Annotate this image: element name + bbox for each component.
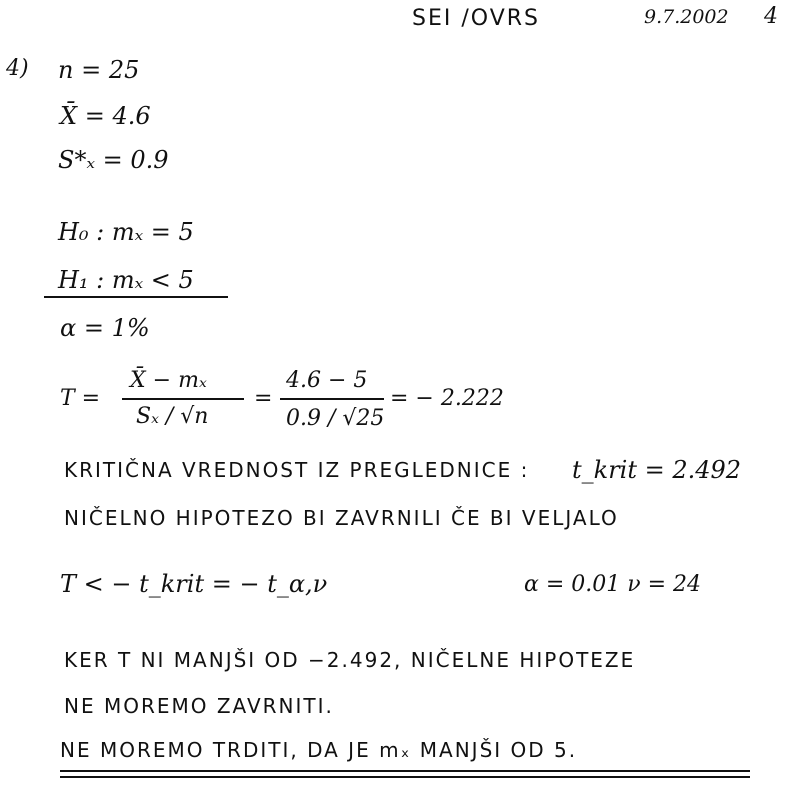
hypothesis-divider (44, 296, 228, 298)
final-underline-1 (60, 770, 750, 772)
course-header: SEI /OVRS (412, 6, 540, 31)
equals-sign: = (254, 386, 273, 411)
conclusion-line-2: NE MOREMO ZAVRNITI. (64, 694, 334, 718)
critical-value: t_krit = 2.492 (572, 456, 742, 484)
page-number: 4 (764, 4, 778, 29)
test-statistic-formula (60, 368, 780, 438)
test-statistic-result: = − 2.222 (390, 386, 504, 411)
fraction-numeric-numerator: 4.6 − 5 (286, 368, 368, 393)
test-parameters: α = 0.01 ν = 24 (524, 572, 702, 597)
fraction-bar-numeric (280, 398, 384, 400)
conclusion-line-1: KER T NI MANJŠI OD −2.492, NIČELNE HIPOTEZE (64, 648, 636, 672)
fraction-bar-symbolic (122, 398, 244, 400)
fraction-symbolic-numerator: X̄ − mₓ (130, 368, 207, 393)
rejection-rule-text: NIČELNO HIPOTEZO BI ZAVRNILI ČE BI VELJALO (64, 506, 619, 530)
t-lhs: T = (60, 386, 101, 411)
date-header: 9.7.2002 (644, 6, 729, 28)
final-underline-2 (60, 776, 750, 778)
problem-number: 4) (6, 56, 29, 81)
sample-std: S*ₓ = 0.9 (58, 146, 169, 174)
critical-value-text: KRITIČNA VREDNOST IZ PREGLEDNICE : (64, 458, 530, 482)
significance-level: α = 1% (60, 314, 150, 342)
fraction-symbolic-denominator: Sₓ / √n (136, 404, 209, 429)
null-hypothesis: H₀ : mₓ = 5 (58, 218, 194, 246)
sample-size: n = 25 (58, 56, 140, 84)
sample-mean: X̄ = 4.6 (60, 102, 151, 130)
fraction-numeric-denominator: 0.9 / √25 (286, 406, 385, 431)
final-conclusion: NE MOREMO TRDITI, DA JE mₓ MANJŠI OD 5. (60, 738, 578, 762)
alternative-hypothesis: H₁ : mₓ < 5 (58, 266, 194, 294)
rejection-inequality: T < − t_krit = − t_α,ν (60, 570, 328, 598)
